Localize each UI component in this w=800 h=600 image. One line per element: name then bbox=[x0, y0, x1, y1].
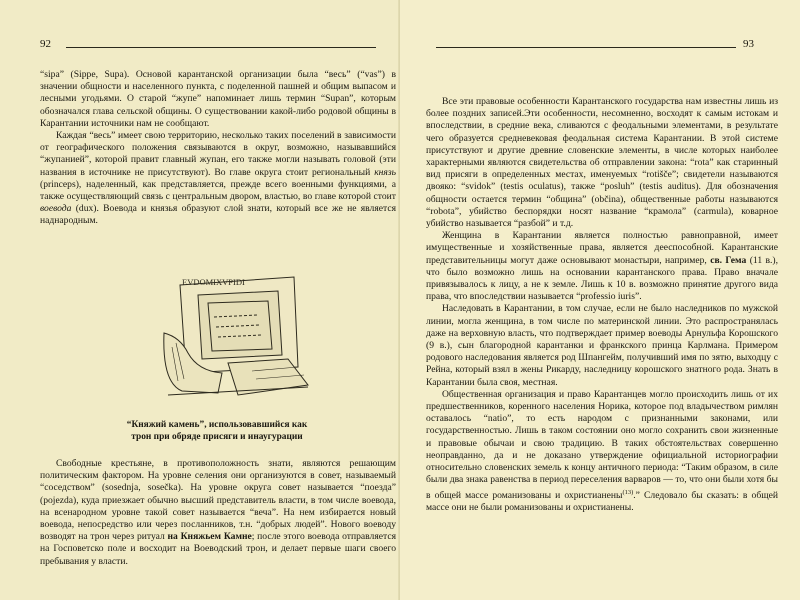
term-voevoda: воевода bbox=[40, 203, 72, 215]
right-header-rule bbox=[436, 47, 736, 48]
paragraph: Наследовать в Карантании, в том случае, если не было наследников по мужской линии, могла женщина, в том числе по материнской линии. Это распространялась даже на верховную власть, что подтверждает пример воеводы Арнульфа Корошского (9 в.), сын благородной карантанки и франкского принца Карлмана. Примером родового наследования является род Шпангейм, получивший имя по зятю, выходцу с Рейна, который взял в жены Рикарду, наследницу корошского знатного рода. Знать в Карантании была своя, местная. bbox=[426, 303, 778, 388]
figure-caption bbox=[40, 419, 394, 443]
left-text-top bbox=[40, 69, 396, 228]
left-header-rule bbox=[66, 47, 376, 48]
footnote-marker: (13) bbox=[622, 488, 634, 496]
term-st-hema: св. Гема bbox=[710, 254, 747, 266]
term-princes-stone: на Княжьем Камне bbox=[167, 531, 252, 543]
princes-stone-illustration bbox=[158, 263, 314, 407]
paragraph: Женщина в Карантании является полностью равноправной, имеет имущественные и хозяйственные права, является дееспособной. Карантанские представительницы могут даже основывают монастыри, например, св. Гема (11 в.), что было возможно лишь на основании карантанского права. Право вначале привязывалось к лицу, а не к земле. Лишь к 10 в. возможно принятие другого вида права, что впоследствии называется “professio iuris”. bbox=[426, 230, 779, 303]
left-text-bottom bbox=[40, 458, 396, 568]
paragraph: Свободные крестьяне, в противоположность знати, являются решающим политическим фактором. На уровне селения они организуются в совет, называемый “соседством” (sosednja, sosečka). На уровне округа совет называется “поезда” (pojezda), куда приезжает обычно высший представитель власти, в том числе воевода, на всенародном уровне такой совет называется “веча”. На нем избирается новый воевода, непосредство или через посланников, т.н. “добрых людей”. Нового воеводу возводят на трон через ритуал на Княжьем Камне; после этого воевода отправляется на Госповетско поле и восходит на Воеводский трон, и делает первые шаги своего пребывания у власти. bbox=[40, 458, 396, 567]
paragraph: Все эти правовые особенности Карантанского государства нам известны лишь из более поздних записей.Эти особенности, несомненно, восходят к самым истокам и впоследствии, в средние века, сливаются с феодальными элементами, в результате чего образуется средневековая феодальная система Карантании. В этой системе присутствуют и другие древние словенские элементы, в числе которых наиболее характерными являются свидетельства об отправлении закона: “rota” как старинный вид присяги в определенных местах, именуемых “rotišče”; свидетели называются двояко: “svidok” (testis oculatus), также “posluh” (testis auditus). Для обозначения общности остается термин “община” (občina), общественные работы называются “robota”, убийство беспорядки носят название “крамола” (carmula), коварное убийство называется “разбой” и т.д. bbox=[426, 96, 778, 230]
term-knyaz: князь bbox=[374, 166, 397, 178]
right-text bbox=[426, 96, 778, 514]
paragraph: Общественная организация и право Карантанцев могло происходить лишь от их предшественников, коренного населения Норика, которое под владычеством римлян оставалось “natio”, то есть народом с признанными законами, или государственностью. Лишь в таком состоянии оно могло сохранить свои жизненные и правовые обычаи и свою традицию. В таких обстоятельствах совершенно неоправданно, да и не доказано утверждение официальной историографии относительно словенских земель к концу античного периода: “Таким образом, в силе были два знака равенства в период переселения варваров — то, что они были хотя бы в общей массе романизованы и охристианены$^{(13)}$.” Следовало бы сказать: в общей массе они не были романизованы и охристианены. bbox=[426, 388, 778, 513]
right-page-number: 93 bbox=[743, 38, 754, 50]
paragraph: “sipa” (Sippe, Supa). Основой карантанской организации была “весь” (“vas”) в значении общности и населенного пункта, с поделенной пашней и общим выпасом и лесными угодьями. О старой “жупе” напоминает лишь термин “Supan”, которым обозначался глава сельской общины. О существовании какой-либо родовой общины в Карантании источники нам не сообщают. bbox=[40, 69, 396, 129]
stone-inscription: EVDOMIXVPIDI bbox=[182, 277, 245, 287]
right-page bbox=[400, 0, 800, 600]
caption-line: “Княжий камень”, использовавшийся как bbox=[126, 420, 308, 430]
paragraph: Каждая “весь” имеет свою территорию, несколько таких поселений в зависимости от географического положения связываются в округ, возможно, называвшийся “жупанией”, которой правит главный жупан, его также могли называть головой (эти названия в источнике не присутствуют). Во главе округа стоит региональный князь (princeps), наделенный, как представляется, прежде всего военными функциями, а также осуществляющий связь с центральным двором, властью, во главе которой стоит воевода (dux). Воевода и князья образуют слой знати, который все же не является наднародным. bbox=[40, 130, 397, 227]
left-page-number: 92 bbox=[40, 38, 51, 50]
caption-line: трон при обряде присяги и инаугурации bbox=[131, 432, 303, 442]
